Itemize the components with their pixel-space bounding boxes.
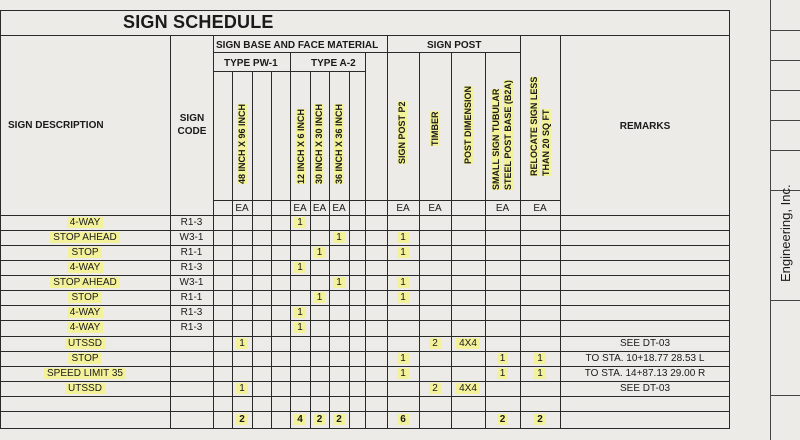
header-48x96: 48 INCH X 96 INCH xyxy=(237,103,247,184)
unit-30x30: EA xyxy=(312,203,327,214)
group-type-a2: TYPE A-2 xyxy=(311,58,356,69)
header-36x36: 36 INCH X 36 INCH xyxy=(334,103,344,184)
cell-c30: 1 xyxy=(310,293,329,303)
cell-p2: 1 xyxy=(387,369,419,379)
cell-desc: STOP xyxy=(0,248,170,258)
unit-12x6: EA xyxy=(293,203,307,214)
cell-code: W3-1 xyxy=(179,232,204,243)
cell-c48: 1 xyxy=(232,339,252,349)
cell-timber: 2 xyxy=(419,384,451,394)
page-title: SIGN SCHEDULE xyxy=(123,12,274,32)
cell-desc: 4-WAY xyxy=(0,263,170,273)
cell-dim: 4X4 xyxy=(451,339,485,349)
cell-remarks: SEE DT-03 xyxy=(619,338,671,349)
cell-remarks: SEE DT-03 xyxy=(619,383,671,394)
cell-desc: 4-WAY xyxy=(0,323,170,333)
cell-p2: 1 xyxy=(387,233,419,243)
unit-timber: EA xyxy=(428,203,442,214)
cell-desc: UTSSD xyxy=(0,384,170,394)
cell-desc: STOP AHEAD xyxy=(0,233,170,243)
cell-p2: 1 xyxy=(387,293,419,303)
cell-p2: 1 xyxy=(387,278,419,288)
unit-small-tubular: EA xyxy=(495,203,510,214)
group-base-face: SIGN BASE AND FACE MATERIAL xyxy=(216,40,379,51)
cell-p2: 1 xyxy=(387,248,419,258)
total-c12: 4 xyxy=(290,415,310,425)
cell-code: R1-3 xyxy=(180,262,203,273)
cell-desc: STOP xyxy=(0,293,170,303)
total-c36: 2 xyxy=(329,415,349,425)
total-c30: 2 xyxy=(310,415,329,425)
header-sign-code: SIGN CODE xyxy=(177,113,207,137)
group-type-pw1: TYPE PW-1 xyxy=(224,58,278,69)
header-relocate-sign: RELOCATE SIGN LESS THAN 20 SQ FT xyxy=(529,76,551,176)
total-rel: 2 xyxy=(520,415,560,425)
cell-remarks: TO STA. 10+18.77 28.53 L xyxy=(585,353,705,364)
header-post-dimension: POST DIMENSION xyxy=(463,85,473,164)
header-small-tubular: SMALL SIGN TUBULAR STEEL POST BASE (B2A) xyxy=(491,80,513,190)
cell-c36: 1 xyxy=(329,278,349,288)
cell-code: R1-1 xyxy=(180,247,203,258)
cell-desc: STOP xyxy=(0,354,170,364)
unit-relocate: EA xyxy=(533,203,547,214)
cell-c12: 1 xyxy=(290,263,310,273)
header-sign-post-p2: SIGN POST P2 xyxy=(397,101,407,164)
cell-c12: 1 xyxy=(290,323,310,333)
cell-code: R1-3 xyxy=(180,307,203,318)
cell-remarks: TO STA. 14+87.13 29.00 R xyxy=(584,368,706,379)
cell-desc: STOP AHEAD xyxy=(0,278,170,288)
cell-c12: 1 xyxy=(290,218,310,228)
header-timber: TIMBER xyxy=(430,111,440,146)
cell-rel: 1 xyxy=(520,354,560,364)
header-30x30: 30 INCH X 30 INCH xyxy=(314,103,324,184)
cell-code: R1-1 xyxy=(180,292,203,303)
unit-post-p2: EA xyxy=(396,203,410,214)
header-remarks: REMARKS xyxy=(619,121,671,132)
header-12x6: 12 INCH X 6 INCH xyxy=(296,108,306,184)
cell-code: R1-3 xyxy=(180,322,203,333)
cell-dim: 4X4 xyxy=(451,384,485,394)
cell-rel: 1 xyxy=(520,369,560,379)
cell-c48: 1 xyxy=(232,384,252,394)
cell-c12: 1 xyxy=(290,308,310,318)
cell-p2: 1 xyxy=(387,354,419,364)
cell-timber: 2 xyxy=(419,339,451,349)
cell-desc: 4-WAY xyxy=(0,218,170,228)
cell-code: W3-1 xyxy=(179,277,204,288)
group-sign-post: SIGN POST xyxy=(427,40,482,51)
header-sign-description: SIGN DESCRIPTION xyxy=(8,120,104,131)
total-c48: 2 xyxy=(232,415,252,425)
cell-code: R1-3 xyxy=(180,217,203,228)
cell-c30: 1 xyxy=(310,248,329,258)
cell-c36: 1 xyxy=(329,233,349,243)
cell-desc: UTSSD xyxy=(0,339,170,349)
total-p2: 6 xyxy=(387,415,419,425)
cell-tub: 1 xyxy=(485,369,520,379)
cell-desc: 4-WAY xyxy=(0,308,170,318)
firm-name: Engineering, Inc. xyxy=(778,184,793,282)
unit-36x36: EA xyxy=(332,203,346,214)
cell-tub: 1 xyxy=(485,354,520,364)
unit-48x96: EA xyxy=(235,203,249,214)
total-tub: 2 xyxy=(485,415,520,425)
cell-desc: SPEED LIMIT 35 xyxy=(0,369,170,379)
